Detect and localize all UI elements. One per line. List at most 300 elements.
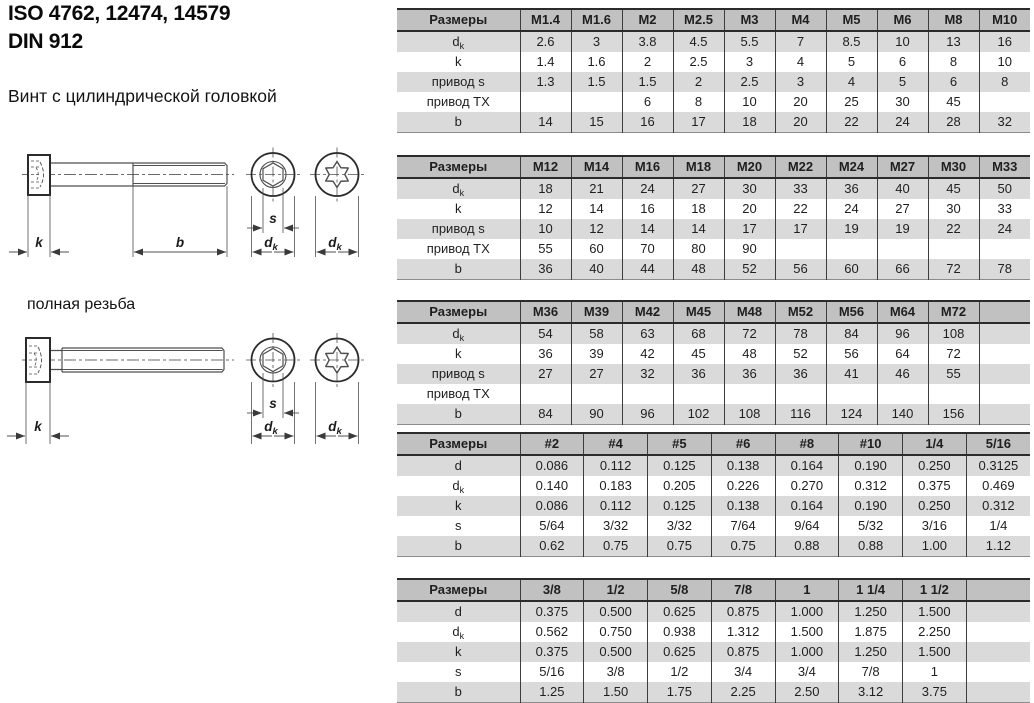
value-cell: 48 (724, 344, 775, 364)
size-column-header: M5 (826, 9, 877, 31)
value-cell: 20 (775, 112, 826, 133)
value-cell: 0.75 (711, 536, 775, 557)
torx-socket-end-view (310, 148, 364, 258)
table-row (397, 92, 1030, 112)
size-column-header: 5/16 (966, 433, 1030, 455)
value-cell: 45 (928, 178, 979, 199)
value-cell: 0.086 (520, 496, 584, 516)
value-cell: 36 (775, 364, 826, 384)
value-cell: 1.250 (839, 601, 903, 622)
value-cell: 0.086 (520, 455, 584, 476)
size-column-header: M45 (673, 301, 724, 323)
value-cell: 2 (673, 72, 724, 92)
size-column-header: M8 (928, 9, 979, 31)
table-row (397, 455, 1030, 476)
table-row (397, 199, 1030, 219)
value-cell: 0.375 (903, 476, 967, 496)
size-column-header: #2 (520, 433, 584, 455)
value-cell: 0.75 (648, 536, 712, 557)
value-cell: 78 (979, 259, 1030, 280)
value-cell: 5 (877, 72, 928, 92)
size-column-header: #6 (711, 433, 775, 455)
table-row (397, 516, 1030, 536)
value-cell: 1.312 (711, 622, 775, 642)
value-cell: 124 (826, 404, 877, 425)
value-cell: 27 (673, 178, 724, 199)
size-column-header: M1.6 (571, 9, 622, 31)
table-row (397, 662, 1030, 682)
drawing-partial-thread-screw (0, 145, 390, 270)
table-row (397, 622, 1030, 642)
value-cell: 41 (826, 364, 877, 384)
value-cell: 0.88 (839, 536, 903, 557)
dimensions-table-3 (397, 300, 1030, 425)
value-cell: 10 (979, 52, 1030, 72)
value-cell: 0.164 (775, 455, 839, 476)
table-corner-header: Размеры (397, 9, 520, 31)
value-cell: 36 (673, 364, 724, 384)
row-label: k (455, 54, 462, 69)
value-cell: 21 (571, 178, 622, 199)
value-cell: 3 (775, 72, 826, 92)
value-cell: 16 (622, 112, 673, 133)
value-cell: 0.875 (711, 601, 775, 622)
dim-label-b: b (175, 235, 185, 250)
value-cell: 14 (520, 112, 571, 133)
empty-cell (979, 364, 1030, 384)
size-column-header: M30 (928, 156, 979, 178)
size-column-header: #5 (648, 433, 712, 455)
value-cell: 0.205 (648, 476, 712, 496)
value-cell: 3.8 (622, 31, 673, 52)
value-cell: 16 (622, 199, 673, 219)
table-row (397, 601, 1030, 622)
value-cell: 60 (826, 259, 877, 280)
size-column-header: 7/8 (711, 579, 775, 601)
size-column-header: M10 (979, 9, 1030, 31)
value-cell: 4 (826, 72, 877, 92)
row-label: s (455, 664, 462, 679)
table-corner-header: Размеры (397, 433, 520, 455)
value-cell: 52 (775, 344, 826, 364)
value-cell: 72 (724, 323, 775, 344)
table-row (397, 323, 1030, 344)
dim-label-dk-torx: $d_k$ (328, 419, 342, 437)
product-name: Винт с цилиндрической головкой (8, 86, 277, 106)
table-row (397, 496, 1030, 516)
value-cell: 1.75 (648, 682, 712, 703)
size-column-header: M33 (979, 156, 1030, 178)
dimensions-table-1 (397, 8, 1030, 133)
empty-cell (966, 682, 1030, 703)
value-cell (571, 92, 622, 112)
value-cell: 0.164 (775, 496, 839, 516)
empty-column-header (979, 301, 1030, 323)
value-cell: 58 (571, 323, 622, 344)
value-cell: 1.50 (584, 682, 648, 703)
value-cell: 90 (724, 239, 775, 259)
row-label-subscript: k (459, 631, 465, 641)
value-cell: 24 (622, 178, 673, 199)
row-label: b (397, 259, 520, 280)
dim-label-dk-hex: $d_k$ (264, 419, 278, 437)
value-cell: 18 (520, 178, 571, 199)
value-cell: 102 (673, 404, 724, 425)
value-cell: 10 (724, 92, 775, 112)
value-cell: 17 (775, 219, 826, 239)
value-cell: 0.3125 (966, 455, 1030, 476)
row-label: k (455, 346, 462, 361)
value-cell: 116 (775, 404, 826, 425)
value-cell: 3/4 (775, 662, 839, 682)
value-cell: 3/16 (903, 516, 967, 536)
value-cell: 0.469 (966, 476, 1030, 496)
size-column-header: M3 (724, 9, 775, 31)
value-cell: 0.500 (584, 601, 648, 622)
row-label-subscript: k (459, 188, 465, 198)
empty-cell (979, 323, 1030, 344)
hex-socket-end-view (246, 148, 300, 258)
value-cell: 3/32 (648, 516, 712, 536)
value-cell (877, 384, 928, 404)
size-column-header: 3/8 (520, 579, 584, 601)
value-cell (826, 384, 877, 404)
empty-cell (979, 404, 1030, 425)
row-label: b (397, 112, 520, 133)
value-cell: 36 (520, 344, 571, 364)
value-cell: 45 (928, 92, 979, 112)
value-cell: 1.25 (520, 682, 584, 703)
dim-label-dk-torx: $d_k$ (328, 235, 342, 253)
value-cell: 2.250 (903, 622, 967, 642)
value-cell: 27 (571, 364, 622, 384)
value-cell: 90 (571, 404, 622, 425)
size-column-header: M27 (877, 156, 928, 178)
empty-cell (966, 622, 1030, 642)
value-cell (673, 384, 724, 404)
value-cell: 13 (928, 31, 979, 52)
value-cell: 0.62 (520, 536, 584, 557)
row-label: привод TX (426, 241, 490, 256)
value-cell: 0.250 (903, 496, 967, 516)
full-thread-label: полная резьба (27, 296, 136, 313)
dim-label-s: s (269, 211, 277, 226)
size-column-header: #8 (775, 433, 839, 455)
value-cell: 84 (826, 323, 877, 344)
size-column-header: #10 (839, 433, 903, 455)
value-cell: 70 (622, 239, 673, 259)
value-cell: 1.000 (775, 642, 839, 662)
size-column-header: M14 (571, 156, 622, 178)
value-cell: 2.5 (673, 52, 724, 72)
size-column-header: 1/4 (903, 433, 967, 455)
table-row (397, 364, 1030, 384)
row-label: b (397, 682, 520, 703)
value-cell: 1.3 (520, 72, 571, 92)
value-cell: 22 (928, 219, 979, 239)
value-cell: 5/16 (520, 662, 584, 682)
value-cell (877, 239, 928, 259)
value-cell: 40 (877, 178, 928, 199)
size-column-header: M39 (571, 301, 622, 323)
value-cell: 60 (571, 239, 622, 259)
size-column-header: M1.4 (520, 9, 571, 31)
value-cell: 3.75 (903, 682, 967, 703)
value-cell: 25 (826, 92, 877, 112)
value-cell: 24 (877, 112, 928, 133)
row-label-subscript: k (459, 41, 465, 51)
value-cell: 2.6 (520, 31, 571, 52)
value-cell: 10 (877, 31, 928, 52)
row-label: $d_k$ (397, 178, 520, 199)
value-cell: 108 (928, 323, 979, 344)
value-cell: 1.500 (903, 601, 967, 622)
value-cell: 2 (622, 52, 673, 72)
size-column-header: 5/8 (648, 579, 712, 601)
size-column-header: M72 (928, 301, 979, 323)
value-cell: 0.375 (520, 601, 584, 622)
row-label: привод TX (426, 94, 490, 109)
value-cell: 0.625 (648, 601, 712, 622)
size-column-header: M4 (775, 9, 826, 31)
value-cell: 6 (928, 72, 979, 92)
row-label: $d_k$ (452, 478, 465, 495)
value-cell (520, 384, 571, 404)
value-cell: 2.5 (724, 72, 775, 92)
value-cell: 7 (775, 31, 826, 52)
value-cell: 0.140 (520, 476, 584, 496)
value-cell: 33 (775, 178, 826, 199)
value-cell: 0.625 (648, 642, 712, 662)
table-row (397, 72, 1030, 92)
value-cell: 0.938 (648, 622, 712, 642)
value-cell: 22 (826, 112, 877, 133)
value-cell: 0.112 (584, 455, 648, 476)
empty-cell (979, 344, 1030, 364)
value-cell: 1.12 (966, 536, 1030, 557)
value-cell: 3/8 (584, 662, 648, 682)
value-cell: 1.5 (622, 72, 673, 92)
empty-cell (966, 601, 1030, 622)
value-cell: 0.562 (520, 622, 584, 642)
value-cell: 5.5 (724, 31, 775, 52)
value-cell: 45 (673, 344, 724, 364)
value-cell: 50 (979, 178, 1030, 199)
row-label: b (397, 404, 520, 425)
value-cell: 80 (673, 239, 724, 259)
value-cell: 3 (724, 52, 775, 72)
value-cell: 33 (979, 199, 1030, 219)
table-row (397, 642, 1030, 662)
value-cell: 56 (775, 259, 826, 280)
value-cell: 0.312 (966, 496, 1030, 516)
size-column-header: #4 (584, 433, 648, 455)
value-cell: 17 (724, 219, 775, 239)
value-cell: 72 (928, 344, 979, 364)
value-cell: 0.112 (584, 496, 648, 516)
value-cell: 55 (520, 239, 571, 259)
value-cell: 108 (724, 404, 775, 425)
size-column-header: M6 (877, 9, 928, 31)
table-row (397, 52, 1030, 72)
size-column-header: M52 (775, 301, 826, 323)
empty-cell (966, 642, 1030, 662)
value-cell: 0.375 (520, 642, 584, 662)
value-cell: 20 (724, 199, 775, 219)
table-row (397, 259, 1030, 280)
value-cell: 0.138 (711, 496, 775, 516)
table-corner-header: Размеры (397, 301, 520, 323)
value-cell: 44 (622, 259, 673, 280)
value-cell: 30 (928, 199, 979, 219)
value-cell: 2.50 (775, 682, 839, 703)
empty-column-header (966, 579, 1030, 601)
value-cell (826, 239, 877, 259)
row-label-subscript: k (459, 333, 465, 343)
value-cell: 18 (673, 199, 724, 219)
value-cell: 0.190 (839, 455, 903, 476)
value-cell: 1/2 (648, 662, 712, 682)
value-cell: 8.5 (826, 31, 877, 52)
size-column-header: 1 1/4 (839, 579, 903, 601)
size-column-header: M36 (520, 301, 571, 323)
value-cell: 6 (877, 52, 928, 72)
value-cell: 0.750 (584, 622, 648, 642)
value-cell: 7/8 (839, 662, 903, 682)
value-cell: 19 (877, 219, 928, 239)
value-cell: 48 (673, 259, 724, 280)
value-cell: 0.270 (775, 476, 839, 496)
size-column-header: M64 (877, 301, 928, 323)
value-cell: 84 (520, 404, 571, 425)
value-cell: 19 (826, 219, 877, 239)
value-cell: 66 (877, 259, 928, 280)
value-cell: 20 (775, 92, 826, 112)
value-cell: 0.183 (584, 476, 648, 496)
value-cell: 18 (724, 112, 775, 133)
value-cell: 27 (877, 199, 928, 219)
value-cell: 3.12 (839, 682, 903, 703)
value-cell: 0.75 (584, 536, 648, 557)
value-cell: 5/64 (520, 516, 584, 536)
value-cell: 12 (520, 199, 571, 219)
table-row (397, 384, 1030, 404)
size-column-header: M56 (826, 301, 877, 323)
table-row (397, 219, 1030, 239)
value-cell: 72 (928, 259, 979, 280)
dim-label-dk-hex: $d_k$ (264, 235, 278, 253)
value-cell: 8 (928, 52, 979, 72)
value-cell: 14 (622, 219, 673, 239)
value-cell: 1.875 (839, 622, 903, 642)
value-cell: 140 (877, 404, 928, 425)
value-cell (928, 239, 979, 259)
value-cell: 96 (877, 323, 928, 344)
value-cell: 42 (622, 344, 673, 364)
value-cell: 6 (622, 92, 673, 112)
value-cell (622, 384, 673, 404)
value-cell (979, 239, 1030, 259)
row-label: привод s (397, 219, 520, 239)
value-cell: 68 (673, 323, 724, 344)
page-title-din: DIN 912 (8, 30, 83, 53)
value-cell: 55 (928, 364, 979, 384)
value-cell: 17 (673, 112, 724, 133)
table-corner-header: Размеры (397, 156, 520, 178)
table-row (397, 31, 1030, 52)
value-cell (979, 92, 1030, 112)
value-cell: 27 (520, 364, 571, 384)
dimensions-table-2 (397, 155, 1030, 280)
value-cell: 5 (826, 52, 877, 72)
value-cell: 96 (622, 404, 673, 425)
size-column-header: M18 (673, 156, 724, 178)
row-label: привод s (397, 72, 520, 92)
value-cell: 52 (724, 259, 775, 280)
value-cell: 9/64 (775, 516, 839, 536)
row-label: $d_k$ (452, 624, 465, 641)
empty-cell (966, 662, 1030, 682)
value-cell: 1/4 (966, 516, 1030, 536)
value-cell: 3 (571, 31, 622, 52)
value-cell: 63 (622, 323, 673, 344)
row-label: b (397, 536, 520, 557)
value-cell: 0.125 (648, 496, 712, 516)
size-column-header: 1/2 (584, 579, 648, 601)
value-cell: 1.00 (903, 536, 967, 557)
table-row (397, 536, 1030, 557)
value-cell: 10 (520, 219, 571, 239)
size-column-header: M42 (622, 301, 673, 323)
value-cell: 15 (571, 112, 622, 133)
dimensions-table-5 (397, 578, 1030, 703)
value-cell: 64 (877, 344, 928, 364)
value-cell: 0.138 (711, 455, 775, 476)
dim-label-k: k (34, 419, 42, 434)
value-cell: 36 (520, 259, 571, 280)
value-cell: 1 (903, 662, 967, 682)
size-column-header: M12 (520, 156, 571, 178)
value-cell: 156 (928, 404, 979, 425)
row-label: $d_k$ (397, 31, 520, 52)
dimensions-table-4 (397, 432, 1030, 557)
row-label: d (397, 601, 520, 622)
table-row (397, 682, 1030, 703)
size-column-header: M22 (775, 156, 826, 178)
drawing-full-thread-screw (0, 330, 390, 455)
value-cell: 8 (673, 92, 724, 112)
value-cell: 32 (979, 112, 1030, 133)
value-cell: 0.312 (839, 476, 903, 496)
value-cell: 0.250 (903, 455, 967, 476)
value-cell: 0.226 (711, 476, 775, 496)
value-cell: 54 (520, 323, 571, 344)
row-label: привод TX (426, 386, 490, 401)
value-cell: 1.5 (571, 72, 622, 92)
value-cell: 1.000 (775, 601, 839, 622)
value-cell: 22 (775, 199, 826, 219)
value-cell: 14 (673, 219, 724, 239)
value-cell: 0.500 (584, 642, 648, 662)
value-cell: 14 (571, 199, 622, 219)
value-cell: 30 (877, 92, 928, 112)
value-cell: 5/32 (839, 516, 903, 536)
table-row (397, 476, 1030, 496)
value-cell: 24 (826, 199, 877, 219)
table-corner-header: Размеры (397, 579, 520, 601)
value-cell: 56 (826, 344, 877, 364)
value-cell: 1.4 (520, 52, 571, 72)
